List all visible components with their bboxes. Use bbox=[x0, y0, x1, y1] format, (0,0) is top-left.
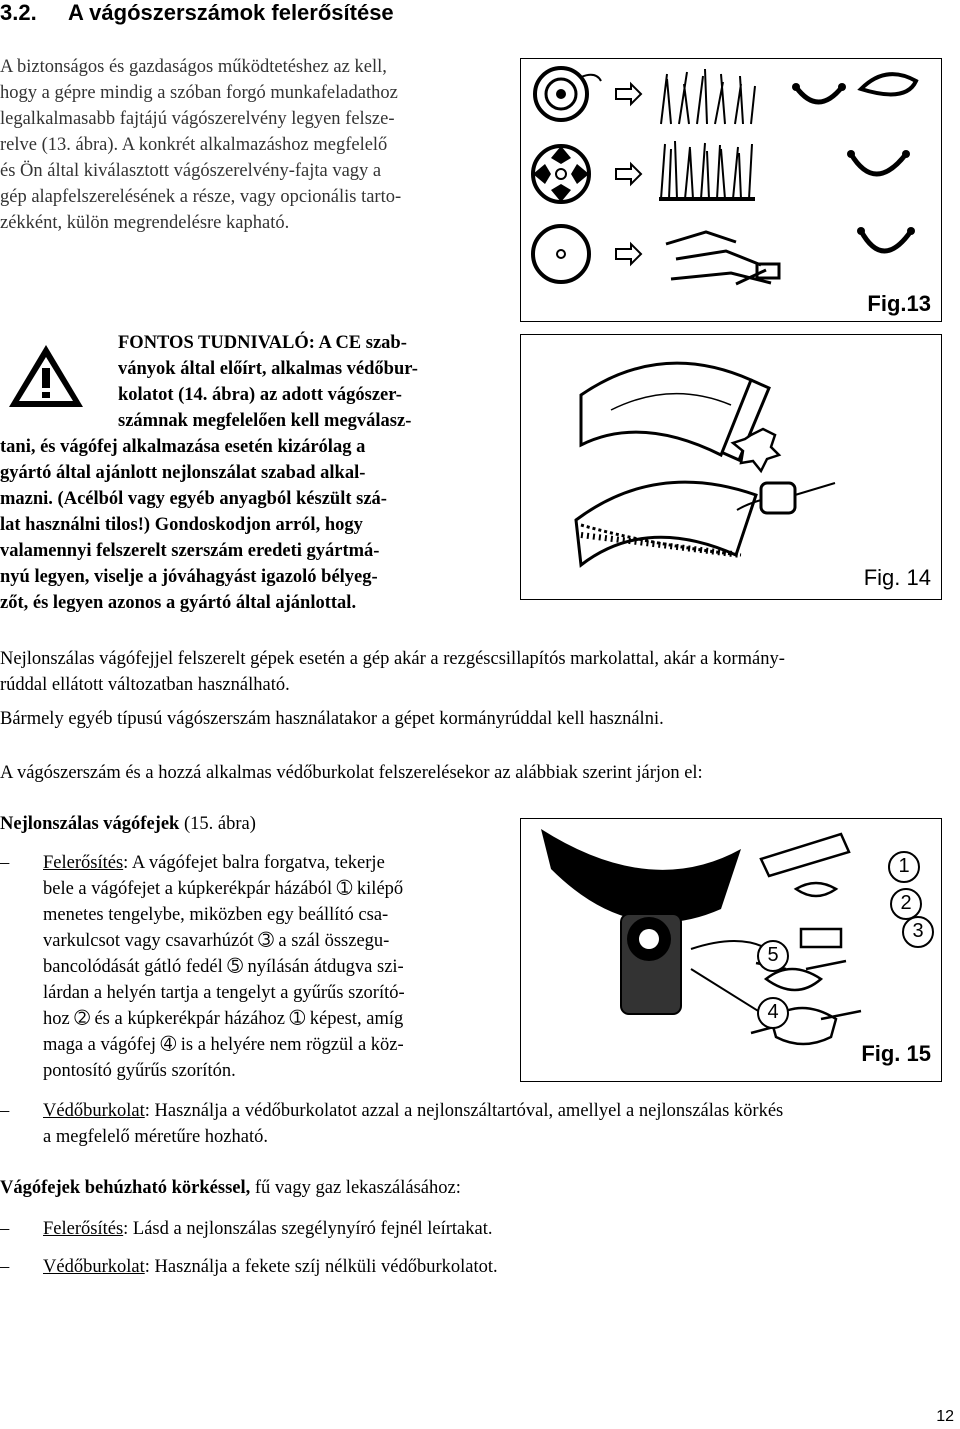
warning-line: zőt, és legyen azonos a gyártó által ajánlottal. bbox=[0, 593, 357, 613]
warning-line: gyártó által ajánlott nejlonszálat szabad alkal- bbox=[0, 463, 366, 483]
list-line: : A vágófejet balra forgatva, tekerje bbox=[123, 853, 385, 873]
paragraph-line: Nejlonszálas vágófejjel felszerelt gépek esetén a gép akár a rezgéscsillapítós markolattal, akár a kormány- bbox=[0, 649, 785, 669]
list-line: hoz ➁ és a kúpkerékpár házához ➀ képest, amíg bbox=[43, 1009, 404, 1029]
list-item-attachment bbox=[0, 850, 500, 1090]
warning-triangle-icon bbox=[6, 342, 86, 410]
intro-line: zékként, külön megrendelésre kapható. bbox=[0, 213, 290, 233]
warning-line: mazni. (Acélból vagy egyéb anyagból készült szá- bbox=[0, 489, 387, 509]
pull-heads-heading-bold: Vágófejek behúzható körkéssel, bbox=[0, 1178, 251, 1198]
list-dash: – bbox=[0, 1219, 10, 1239]
intro-line: gép alapfelszerelésének a része, vagy opcionális tarto- bbox=[0, 187, 402, 207]
figure-15 bbox=[520, 818, 942, 1082]
callout-3: 3 bbox=[912, 920, 924, 942]
guard-label: Védőburkolat bbox=[43, 1257, 145, 1277]
list-item-guard-2 bbox=[0, 1254, 960, 1282]
warning-line: számnak megfelelően kell megválasz- bbox=[118, 411, 412, 431]
list-line: bele a vágófejet a kúpkerékpár házából ➀ kilépő bbox=[43, 879, 404, 899]
section-number: 3.2. bbox=[0, 0, 37, 25]
callout-4: 4 bbox=[767, 1001, 779, 1023]
warning-line: kolatot (14. ábra) az adott vágószer- bbox=[118, 385, 402, 405]
paragraph-handlebar: Bármely egyéb típusú vágószerszám használatakor a gépet kormányrúddal kell használni. bbox=[0, 709, 664, 729]
warning-line: tani, és vágófej alkalmazása esetén kizárólag a bbox=[0, 437, 366, 457]
list-item-body bbox=[43, 1098, 958, 1150]
pull-heads-heading-rest: fű vagy gaz lekaszálásához: bbox=[250, 1178, 461, 1198]
warning-line: FONTOS TUDNIVALÓ: A CE szab- bbox=[118, 333, 407, 353]
section-title bbox=[0, 0, 394, 26]
list-dash: – bbox=[0, 1257, 10, 1277]
list-line: bancolódását gátló fedél ➄ nyílásán átdugva szi- bbox=[43, 957, 404, 977]
nylon-heads-heading bbox=[0, 814, 256, 835]
list-item-body bbox=[43, 1254, 498, 1280]
callout-5: 5 bbox=[767, 944, 779, 966]
guard-illustration bbox=[521, 335, 941, 599]
callout-1: 1 bbox=[898, 855, 910, 877]
warning-line: ványok által előírt, alkalmas védőbur- bbox=[118, 359, 418, 379]
list-dash: – bbox=[0, 1101, 10, 1121]
list-item-body bbox=[43, 850, 498, 1084]
intro-paragraph bbox=[0, 54, 496, 236]
list-dash: – bbox=[0, 853, 10, 873]
list-line: a megfelelő méretűre hozható. bbox=[43, 1127, 268, 1147]
intro-line: A biztonságos és gazdaságos működtetéshez az kell, bbox=[0, 57, 387, 77]
callout-2: 2 bbox=[900, 892, 912, 914]
list-line: : Lásd a nejlonszálas szegélynyíró fejnél leírtakat. bbox=[123, 1219, 493, 1239]
intro-line: legalkalmasabb fajtájú vágószerelvény legyen felsze- bbox=[0, 109, 395, 129]
list-line: maga a vágófej ➃ is a helyére nem rögzül a köz- bbox=[43, 1035, 404, 1055]
paragraph-procedure: A vágószerszám és a hozzá alkalmas védőburkolat felszerelésekor az alábbiak szerint járjon el: bbox=[0, 763, 703, 783]
section-title-text: A vágószerszámok felerősítése bbox=[68, 0, 394, 25]
figure-15-label: Fig. 15 bbox=[861, 1041, 931, 1066]
figure-14-label: Fig. 14 bbox=[863, 565, 931, 590]
list-line: : Használja a fekete szíj nélküli védőburkolatot. bbox=[144, 1257, 498, 1277]
guard-label: Védőburkolat bbox=[43, 1101, 145, 1121]
warning-line: lat használni tilos!) Gondoskodjon arról, hogy bbox=[0, 515, 363, 535]
warning-line: nyú legyen, viselje a jóváhagyást igazoló bélyeg- bbox=[0, 567, 378, 587]
figure-13-label: Fig.13 bbox=[867, 291, 931, 316]
paragraph-line: rúddal ellátott változatban használható. bbox=[0, 675, 290, 695]
figure-13 bbox=[520, 58, 942, 322]
list-line: pontosító gyűrűs szorítón. bbox=[43, 1061, 236, 1081]
cutting-tools-illustration bbox=[521, 59, 941, 321]
nylon-heads-heading-bold: Nejlonszálas vágófejek bbox=[0, 814, 180, 834]
intro-line: hogy a gépre mindig a szóban forgó munkafeladathoz bbox=[0, 83, 398, 103]
paragraph-usage bbox=[0, 646, 960, 698]
warning-text-indented bbox=[118, 330, 498, 434]
attachment-label: Felerősítés bbox=[43, 1219, 124, 1239]
list-line: lárdan a helyén tartja a tengelyt a gyűrűs szorító- bbox=[43, 983, 405, 1003]
attachment-label: Felerősítés bbox=[43, 853, 124, 873]
list-item-body bbox=[43, 1216, 493, 1242]
list-item-attachment-2 bbox=[0, 1216, 960, 1244]
intro-line: relve (13. ábra). A konkrét alkalmazáshoz megfelelő bbox=[0, 135, 388, 155]
intro-line: és Ön által kiválasztott vágószerelvény-fajta vagy a bbox=[0, 161, 382, 181]
warning-line: valamennyi felszerelt szerszám eredeti gyártmá- bbox=[0, 541, 380, 561]
list-line: varkulcsot vagy csavarhúzót ➂ a szál összegu- bbox=[43, 931, 390, 951]
list-item-guard bbox=[0, 1098, 960, 1154]
figure-14 bbox=[520, 334, 942, 600]
list-line: menetes tengelybe, miközben egy beállító csa- bbox=[43, 905, 389, 925]
warning-text-full bbox=[0, 434, 500, 616]
pull-heads-heading bbox=[0, 1178, 461, 1199]
nylon-heads-heading-rest: (15. ábra) bbox=[179, 814, 256, 834]
list-line: : Használja a védőburkolatot azzal a nejlonszáltartóval, amellyel a nejlonszálas körkés bbox=[144, 1101, 784, 1121]
page-number: 12 bbox=[936, 1408, 954, 1425]
